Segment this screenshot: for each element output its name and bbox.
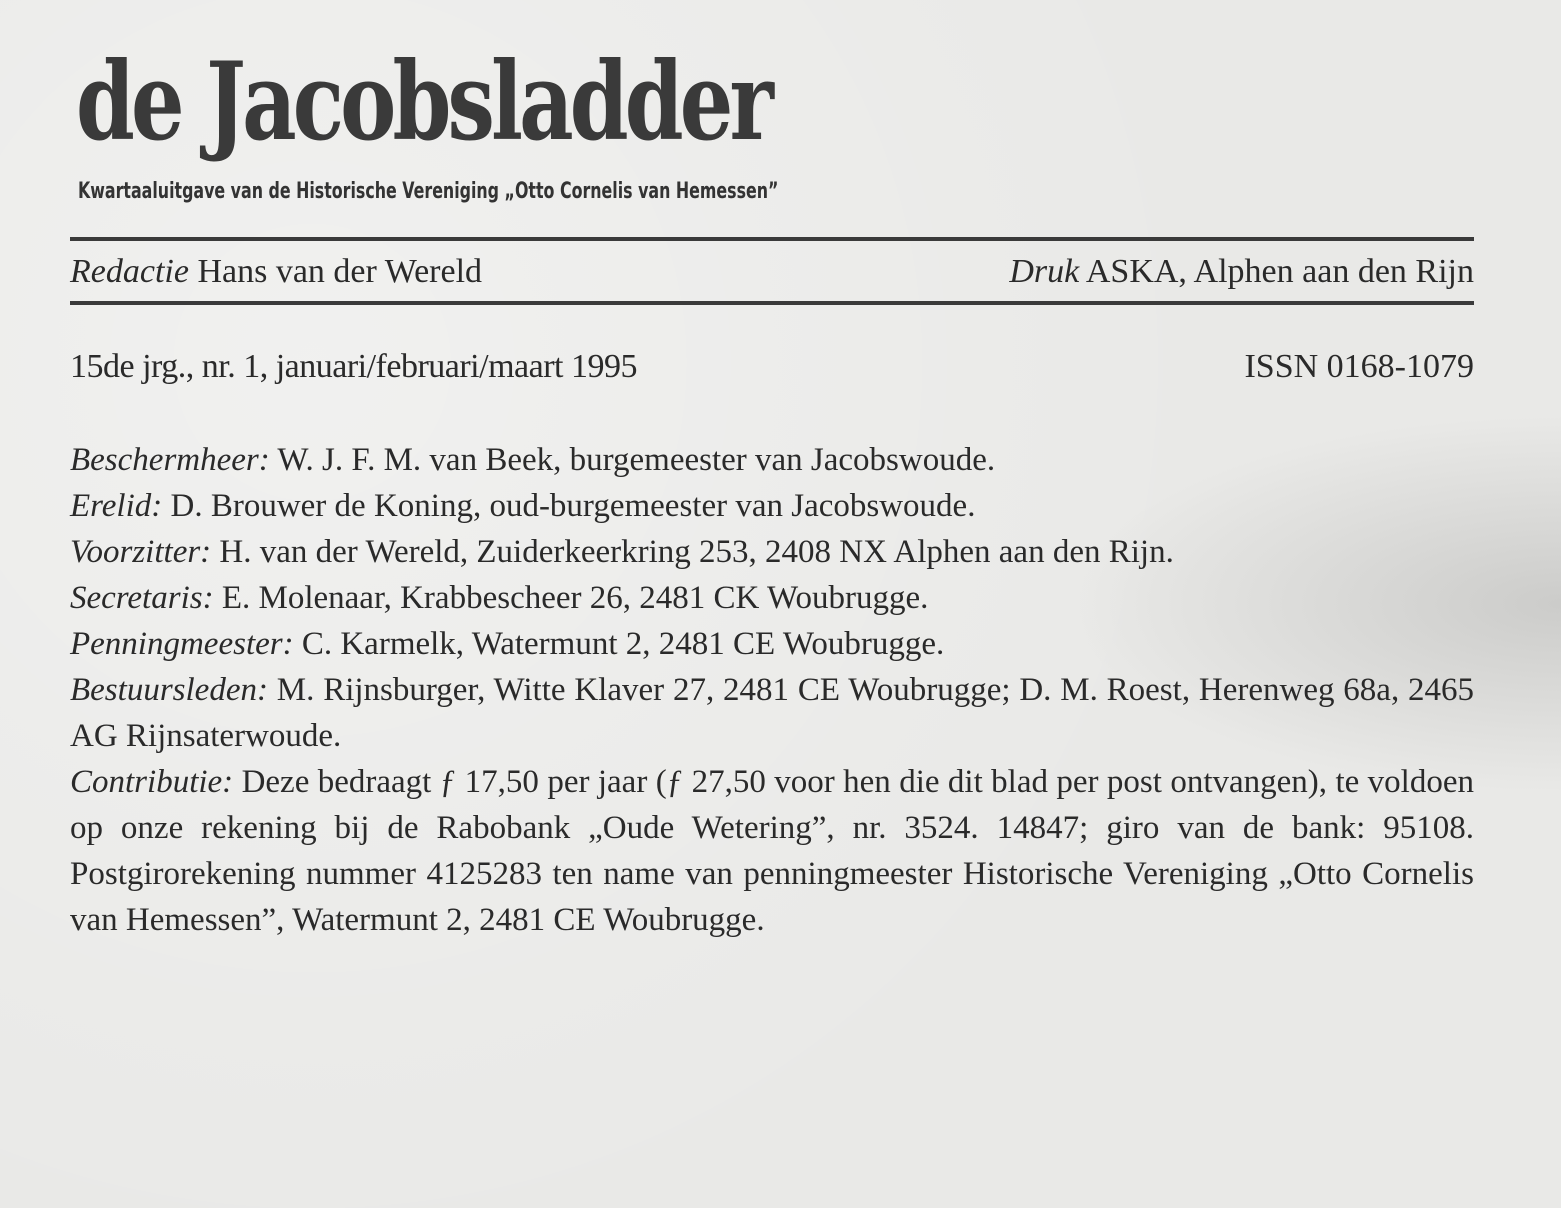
entry-bestuursleden: [70, 667, 1474, 759]
entry-voorzitter: [70, 529, 1474, 575]
masthead-subtitle: Kwartaaluitgave van de Historische Vereniging „Otto Cornelis van Hemessen”: [78, 179, 779, 204]
entry-label: Contributie:: [70, 764, 234, 800]
entry-penningmeester: [70, 621, 1474, 667]
entry-secretaris: [70, 575, 1474, 621]
print-label: Druk: [1009, 253, 1080, 290]
top-divider: [70, 237, 1474, 241]
editor-credit: [70, 250, 482, 294]
entry-label: Erelid:: [70, 488, 163, 524]
entry-text: C. Karmelk, Watermunt 2, 2481 CE Woubrugge.: [301, 626, 945, 662]
entry-erelid: [70, 483, 1474, 529]
entry-text: W. J. F. M. van Beek, burgemeester van Jacobswoude.: [277, 442, 996, 478]
entry-contributie: [70, 759, 1474, 943]
bottom-divider: [70, 301, 1474, 305]
entry-text: H. van der Wereld, Zuiderkeerkring 253, 2408 NX Alphen aan den Rijn.: [219, 534, 1174, 570]
print-credit: [1009, 250, 1474, 294]
entry-label: Penningmeester:: [70, 626, 294, 662]
issue-issn: ISSN 0168-1079: [1244, 348, 1474, 385]
board-list: [70, 437, 1474, 943]
entry-beschermheer: [70, 437, 1474, 483]
editor-label: Redactie: [70, 253, 189, 290]
entry-label: Voorzitter:: [70, 534, 212, 570]
entry-text: Deze bedraagt ƒ 17,50 per jaar (ƒ 27,50 voor hen die dit blad per post ontvangen), te voldoen op onze rekening bij de Rabobank „Oude Wetering”, nr. 3524. 14847; giro van de bank: 95108. Postgirorekening nummer 4125283 ten name van penningmeester Historische Vereniging „Otto Cornelis van Hemessen”, Watermunt 2, 2481 CE Woubrugge.: [70, 764, 1474, 938]
entry-text: D. Brouwer de Koning, oud-burgemeester van Jacobswoude.: [170, 488, 976, 524]
entry-label: Secretaris:: [70, 580, 214, 616]
entry-text: M. Rijnsburger, Witte Klaver 27, 2481 CE Woubrugge; D. M. Roest, Herenweg 68a, 2465 AG Rijnsaterwoude.: [70, 672, 1475, 754]
masthead-title: de Jacobsladder: [76, 39, 770, 165]
credits-row: [70, 250, 1474, 294]
entry-label: Beschermheer:: [70, 442, 270, 478]
editor-name: Hans van der Wereld: [197, 253, 483, 290]
print-name: ASKA, Alphen aan den Rijn: [1085, 253, 1474, 290]
entry-label: Bestuursleden:: [70, 672, 268, 708]
entry-text: E. Molenaar, Krabbescheer 26, 2481 CK Woubrugge.: [221, 580, 929, 616]
issue-row: [70, 343, 1474, 391]
issue-edition: 15de jrg., nr. 1, januari/februari/maart 1995: [70, 348, 637, 385]
